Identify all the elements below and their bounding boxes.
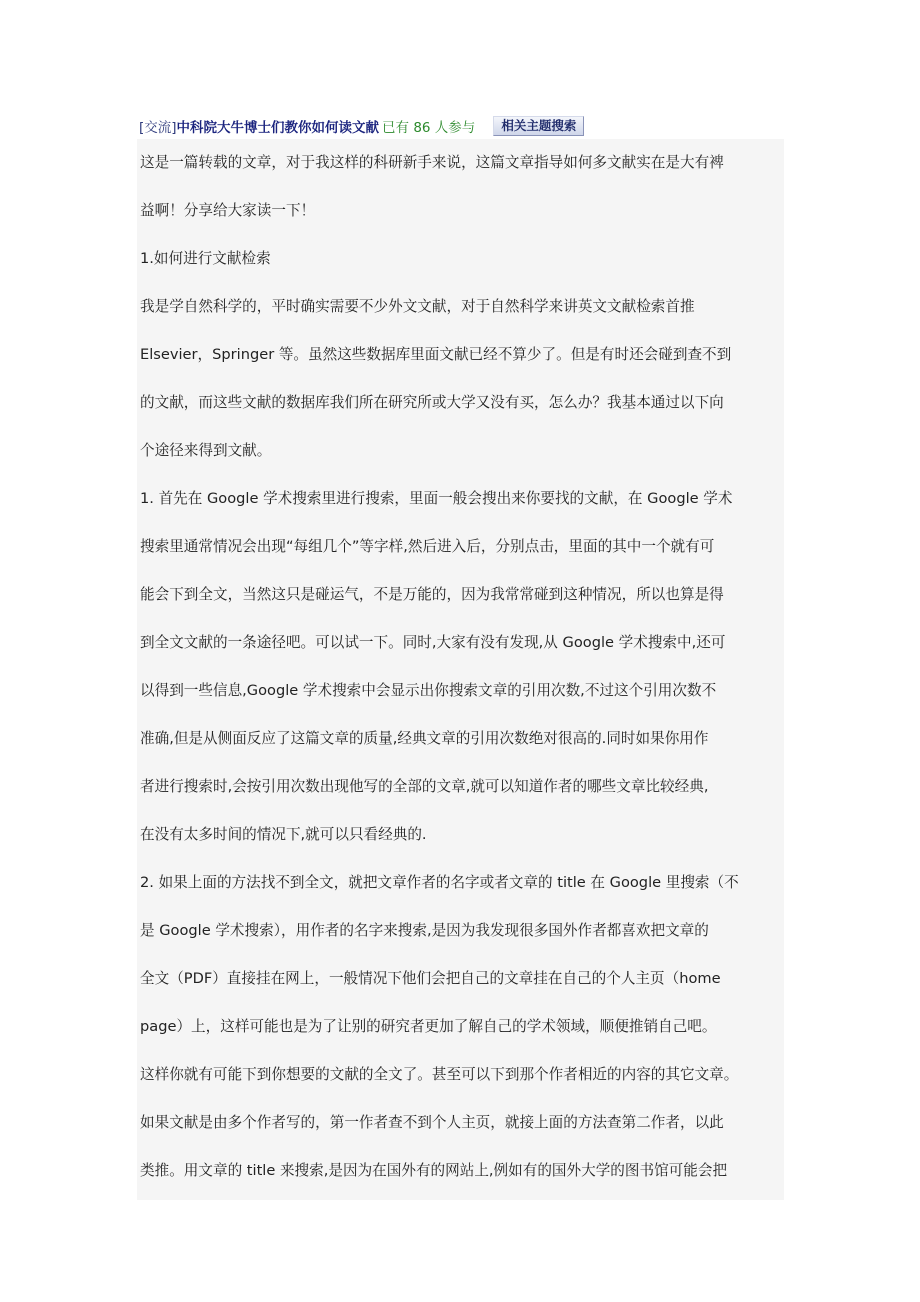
body-line: 能会下到全文，当然这只是碰运气，不是万能的，因为我常常碰到这种情况，所以也算是得 <box>140 586 724 603</box>
body-line: 1.如何进行文献检索 <box>140 250 271 267</box>
body-line: 1. 首先在 Google 学术搜索里进行搜索，里面一般会搜出来你要找的文献，在 Google 学术 <box>140 490 733 507</box>
body-line: 以得到一些信息,Google 学术搜索中会显示出你搜索文章的引用次数,不过这个引用次数不 <box>140 682 717 699</box>
body-line: 在没有太多时间的情况下,就可以只看经典的. <box>140 826 427 843</box>
body-line: 我是学自然科学的，平时确实需要不少外文文献，对于自然科学来讲英文文献检索首推 <box>140 298 695 315</box>
body-line: 者进行搜索时,会按引用次数出现他写的全部的文章,就可以知道作者的哪些文章比较经典, <box>140 778 709 795</box>
body-line: 这是一篇转载的文章，对于我这样的科研新手来说，这篇文章指导如何多文献实在是大有裨 <box>140 154 724 171</box>
body-line: Elsevier，Springer 等。虽然这些数据库里面文献已经不算少了。但是有时还会碰到查不到 <box>140 346 732 363</box>
post-title[interactable]: 中科院大牛博士们教你如何读文献 <box>176 120 380 136</box>
body-line: 个途径来得到文献。 <box>140 442 272 459</box>
body-line: 是 Google 学术搜索），用作者的名字来搜索,是因为我发现很多国外作者都喜欢把文章的 <box>140 922 709 939</box>
body-line: page）上，这样可能也是为了让别的研究者更加了解自己的学术领域，顺便推销自己吧。 <box>140 1018 717 1035</box>
participant-count: 已有 86 人参与 <box>382 120 476 136</box>
body-line: 如果文献是由多个作者写的，第一作者查不到个人主页，就接上面的方法查第二作者，以此 <box>140 1114 724 1131</box>
post-header <box>139 114 699 138</box>
body-line: 到全文文献的一条途径吧。可以试一下。同时,大家有没有发现,从 Google 学术搜索中,还可 <box>140 634 726 651</box>
body-line: 2. 如果上面的方法找不到全文，就把文章作者的名字或者文章的 title 在 Google 里搜索（不 <box>140 874 739 891</box>
body-line: 这样你就有可能下到你想要的文献的全文了。甚至可以下到那个作者相近的内容的其它文章。 <box>140 1066 739 1083</box>
body-line: 全文（PDF）直接挂在网上，一般情况下他们会把自己的文章挂在自己的个人主页（home <box>140 970 721 987</box>
post-body <box>137 139 784 1200</box>
related-topic-search-button[interactable]: 相关主题搜索 <box>493 116 584 136</box>
body-line: 准确,但是从侧面反应了这篇文章的质量,经典文章的引用次数绝对很高的.同时如果你用作 <box>140 730 709 747</box>
body-line: 的文献，而这些文献的数据库我们所在研究所或大学又没有买，怎么办？我基本通过以下向 <box>140 394 724 411</box>
post-category-tag[interactable]: [交流] <box>139 120 177 136</box>
body-line: 类推。用文章的 title 来搜索,是因为在国外有的网站上,例如有的国外大学的图书馆可能会把 <box>140 1162 728 1179</box>
body-line: 搜索里通常情况会出现“每组几个”等字样,然后进入后，分别点击，里面的其中一个就有可 <box>140 538 715 555</box>
body-line: 益啊！分享给大家读一下！ <box>140 202 316 219</box>
